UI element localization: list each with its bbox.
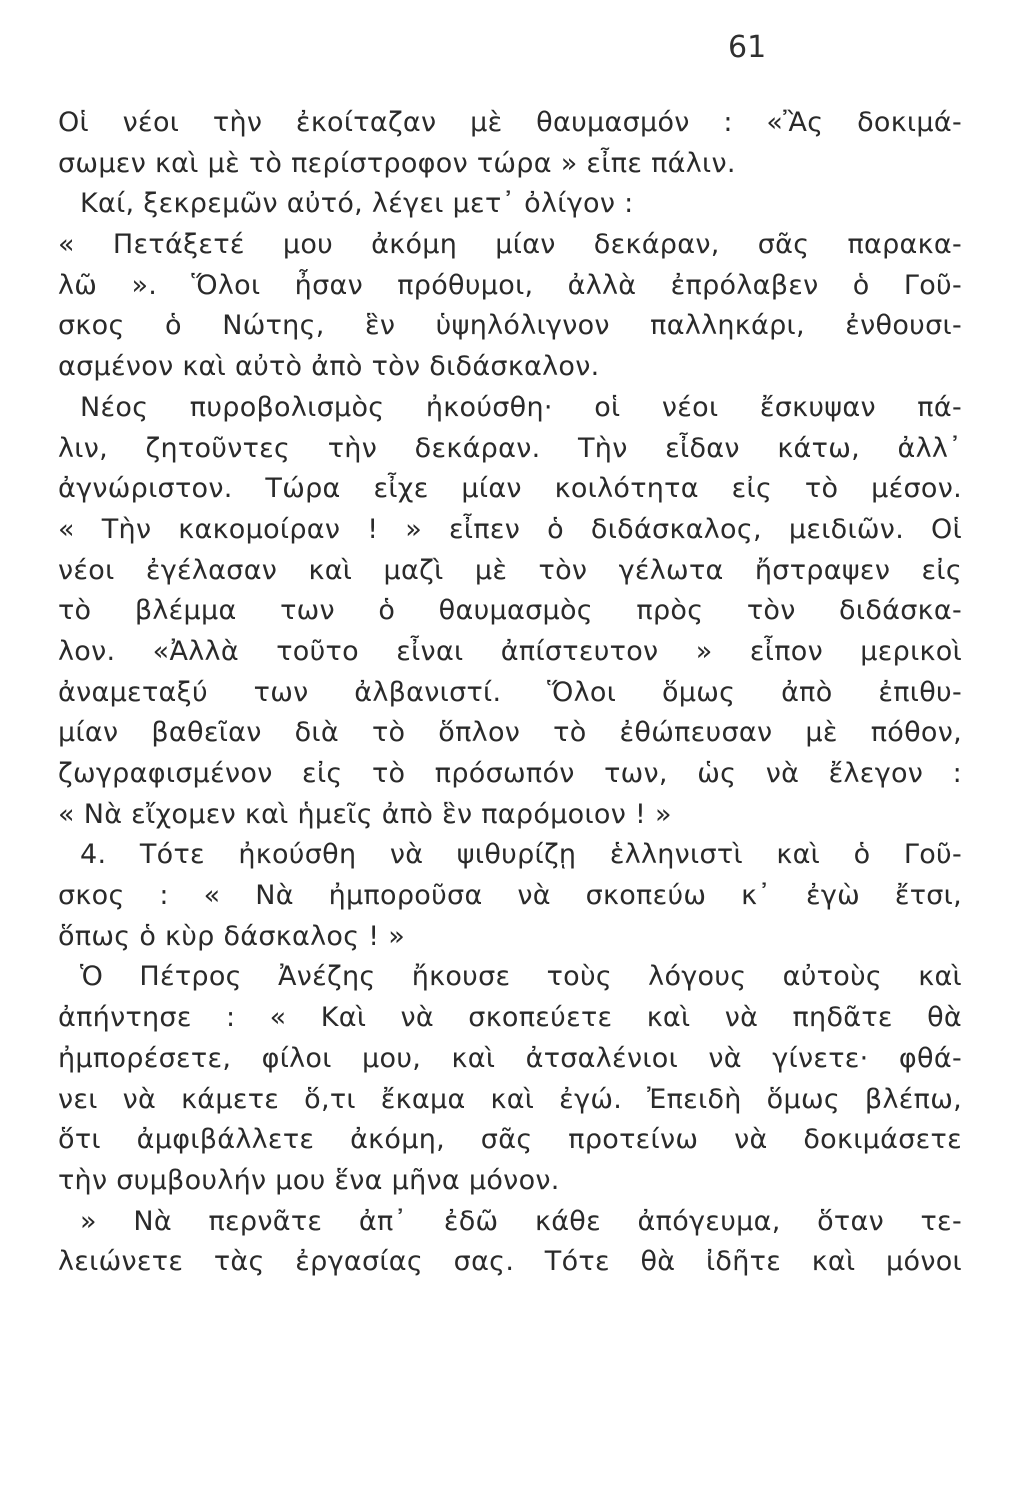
text-line: Οἱ νέοι τὴν ἐκοίταζαν μὲ θαυμασμόν : «Ἂς δοκιμά- [58,107,962,138]
text-line: σκος ὁ Νώτης, ἓν ὑψηλόλιγνον παλληκάρι, ἐνθουσι- [58,310,962,342]
text-line: ασμένον καὶ αὐτὸ ἀπὸ τὸν διδάσκαλον. [58,351,600,383]
text-line: » Νὰ περνᾶτε ἀπ᾽ ἐδῶ κάθε ἀπόγευμα, ὅταν τε- [80,1205,962,1237]
text-line: λῶ ». Ὅλοι ἦσαν πρόθυμοι, ἀλλὰ ἐπρόλαβεν ὁ Γοῦ- [58,269,962,301]
text-line: « Πετάξετέ μου ἀκόμη μίαν δεκάραν, σᾶς παρακα- [58,229,962,261]
text-line: μίαν βαθεῖαν διὰ τὸ ὅπλον τὸ ἐθώπευσαν μὲ πόθον, [58,717,962,749]
text-line: νέοι ἐγέλασαν καὶ μαζὶ μὲ τὸν γέλωτα ἤστραψεν εἰς [58,554,962,586]
text-line: « Τὴν κακομοίραν ! » εἶπεν ὁ διδάσκαλος, μειδιῶν. Οἱ [58,513,962,545]
text-line: νει νὰ κάμετε ὅ,τι ἔκαμα καὶ ἐγώ. Ἐπειδὴ ὅμως βλέπω, [58,1083,962,1115]
page-number: 61 [728,30,767,65]
text-line: ἀπήντησε : « Καὶ νὰ σκοπεύετε καὶ νὰ πηδᾶτε θὰ [58,1002,962,1034]
text-line: τὴν συμβουλήν μου ἕνα μῆνα μόνον. [58,1164,560,1196]
text-line: σκος : « Νὰ ἠμποροῦσα νὰ σκοπεύω κ᾽ ἐγὼ ἔτσι, [58,880,962,912]
text-line: λον. «Ἀλλὰ τοῦτο εἶναι ἀπίστευτον » εἶπον μερικοὶ [58,635,962,667]
text-line: σωμεν καὶ μὲ τὸ περίστροφον τώρα » εἶπε πάλιν. [58,147,736,179]
text-line: Καί, ξεκρεμῶν αὐτό, λέγει μετ᾽ ὀλίγον : [80,188,634,220]
text-line: ζωγραφισμένον εἰς τὸ πρόσωπόν των, ὡς νὰ ἔλεγον : [58,758,962,789]
text-line: ἀγνώριστον. Τώρα εἶχε μίαν κοιλότητα εἰς τὸ μέσον. [58,473,962,505]
text-line: ὅτι ἀμφιβάλλετε ἀκόμη, σᾶς προτείνω νὰ δοκιμάσετε [58,1124,962,1156]
text-line: « Νὰ εἴχομεν καὶ ἡμεῖς ἀπὸ ἓν παρόμοιον ! » [58,798,672,830]
text-line: ἠμπορέσετε, φίλοι μου, καὶ ἀτσαλένιοι νὰ γίνετε· φθά- [58,1042,962,1074]
body-text [58,103,962,1283]
text-line: Ὁ Πέτρος Ἀνέζης ἤκουσε τοὺς λόγους αὐτοὺς καὶ [80,961,962,993]
text-line: τὸ βλέμμα των ὁ θαυμασμὸς πρὸς τὸν διδάσκα- [58,595,962,627]
text-line: Νέος πυροβολισμὸς ἠκούσθη· οἱ νέοι ἔσκυψαν πά- [80,391,962,423]
text-line: ἀναμεταξύ των ἀλβανιστί. Ὅλοι ὅμως ἀπὸ ἐπιθυ- [58,676,962,708]
text-line: ὅπως ὁ κὺρ δάσκαλος ! » [58,920,406,952]
text-line: λειώνετε τὰς ἐργασίας σας. Τότε θὰ ἰδῆτε καὶ μόνοι [58,1246,962,1278]
text-line: 4. Τότε ἠκούσθη νὰ ψιθυρίζῃ ἑλληνιστὶ καὶ ὁ Γοῦ- [80,839,962,871]
text-line: λιν, ζητοῦντες τὴν δεκάραν. Τὴν εἶδαν κάτω, ἀλλ᾽ [58,432,962,464]
